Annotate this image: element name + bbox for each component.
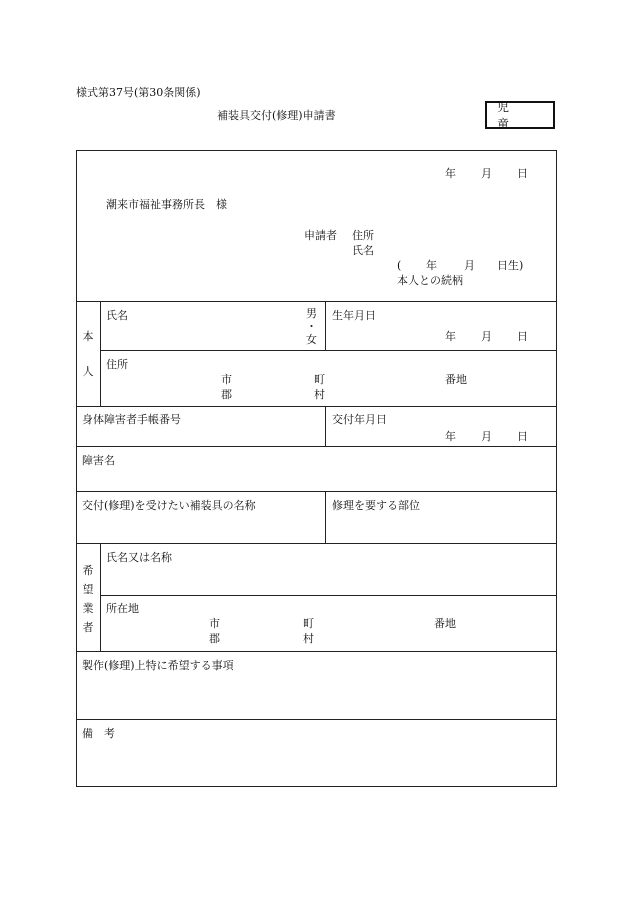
birth-date-label: 生年月日: [332, 309, 376, 322]
person-side-label-2: 人: [82, 365, 94, 378]
date-month: 月: [481, 167, 492, 180]
sex-dot: ・: [306, 320, 317, 333]
birth-paren-open: (: [397, 259, 402, 272]
device-name-label: 交付(修理)を受けたい補装具の名称: [82, 499, 256, 512]
vendor-location-label: 所在地: [106, 602, 139, 615]
child-badge: 児 童: [485, 101, 555, 129]
applicant-address-label: 住所: [352, 229, 374, 242]
vendor-side-1: 希: [82, 564, 94, 577]
issue-date-label: 交付年月日: [332, 413, 387, 426]
person-city: 市: [221, 373, 232, 386]
person-village: 村: [314, 388, 325, 401]
repair-part-label: 修理を要する部位: [332, 499, 420, 512]
relation-label: 本人との続柄: [397, 274, 463, 287]
remarks-label: 備 考: [82, 727, 115, 740]
vendor-side-3: 業: [82, 602, 94, 615]
person-side-label-1: 本: [82, 330, 94, 343]
issue-day: 日: [517, 430, 528, 443]
issue-year: 年: [445, 430, 456, 443]
vendor-banchi: 番地: [434, 617, 456, 630]
sex-male: 男: [306, 307, 317, 320]
person-birth-year: 年: [445, 330, 456, 343]
person-banchi: 番地: [445, 373, 467, 386]
person-birth-day: 日: [517, 330, 528, 343]
vendor-village: 村: [303, 632, 314, 645]
person-town: 町: [314, 373, 325, 386]
birth-day: 日生): [497, 259, 524, 272]
vendor-county: 郡: [209, 632, 220, 645]
vendor-city: 市: [209, 617, 220, 630]
vendor-town: 町: [303, 617, 314, 630]
special-request-label: 製作(修理)上特に希望する事項: [82, 659, 234, 672]
addressee: 潮来市福祉事務所長 様: [106, 198, 227, 211]
form-number: 様式第37号(第30条関係): [76, 86, 201, 99]
vendor-side-4: 者: [82, 621, 94, 634]
person-address-label: 住所: [106, 358, 128, 371]
vendor-side-2: 望: [82, 583, 94, 596]
birth-year: 年: [426, 259, 437, 272]
applicant-label: 申請者: [304, 229, 337, 242]
date-day: 日: [517, 167, 528, 180]
person-county: 郡: [221, 388, 232, 401]
person-birth-month: 月: [481, 330, 492, 343]
birth-month: 月: [464, 259, 475, 272]
disability-label: 障害名: [82, 454, 115, 467]
person-name-label: 氏名: [106, 309, 128, 322]
form-title: 補装具交付(修理)申請書: [217, 109, 336, 122]
applicant-name-label: 氏名: [352, 244, 374, 257]
issue-month: 月: [481, 430, 492, 443]
vendor-name-label: 氏名又は名称: [106, 551, 172, 564]
form-table: [76, 150, 557, 787]
sex-female: 女: [306, 333, 317, 346]
date-year: 年: [445, 167, 456, 180]
handbook-number-label: 身体障害者手帳番号: [82, 413, 181, 426]
